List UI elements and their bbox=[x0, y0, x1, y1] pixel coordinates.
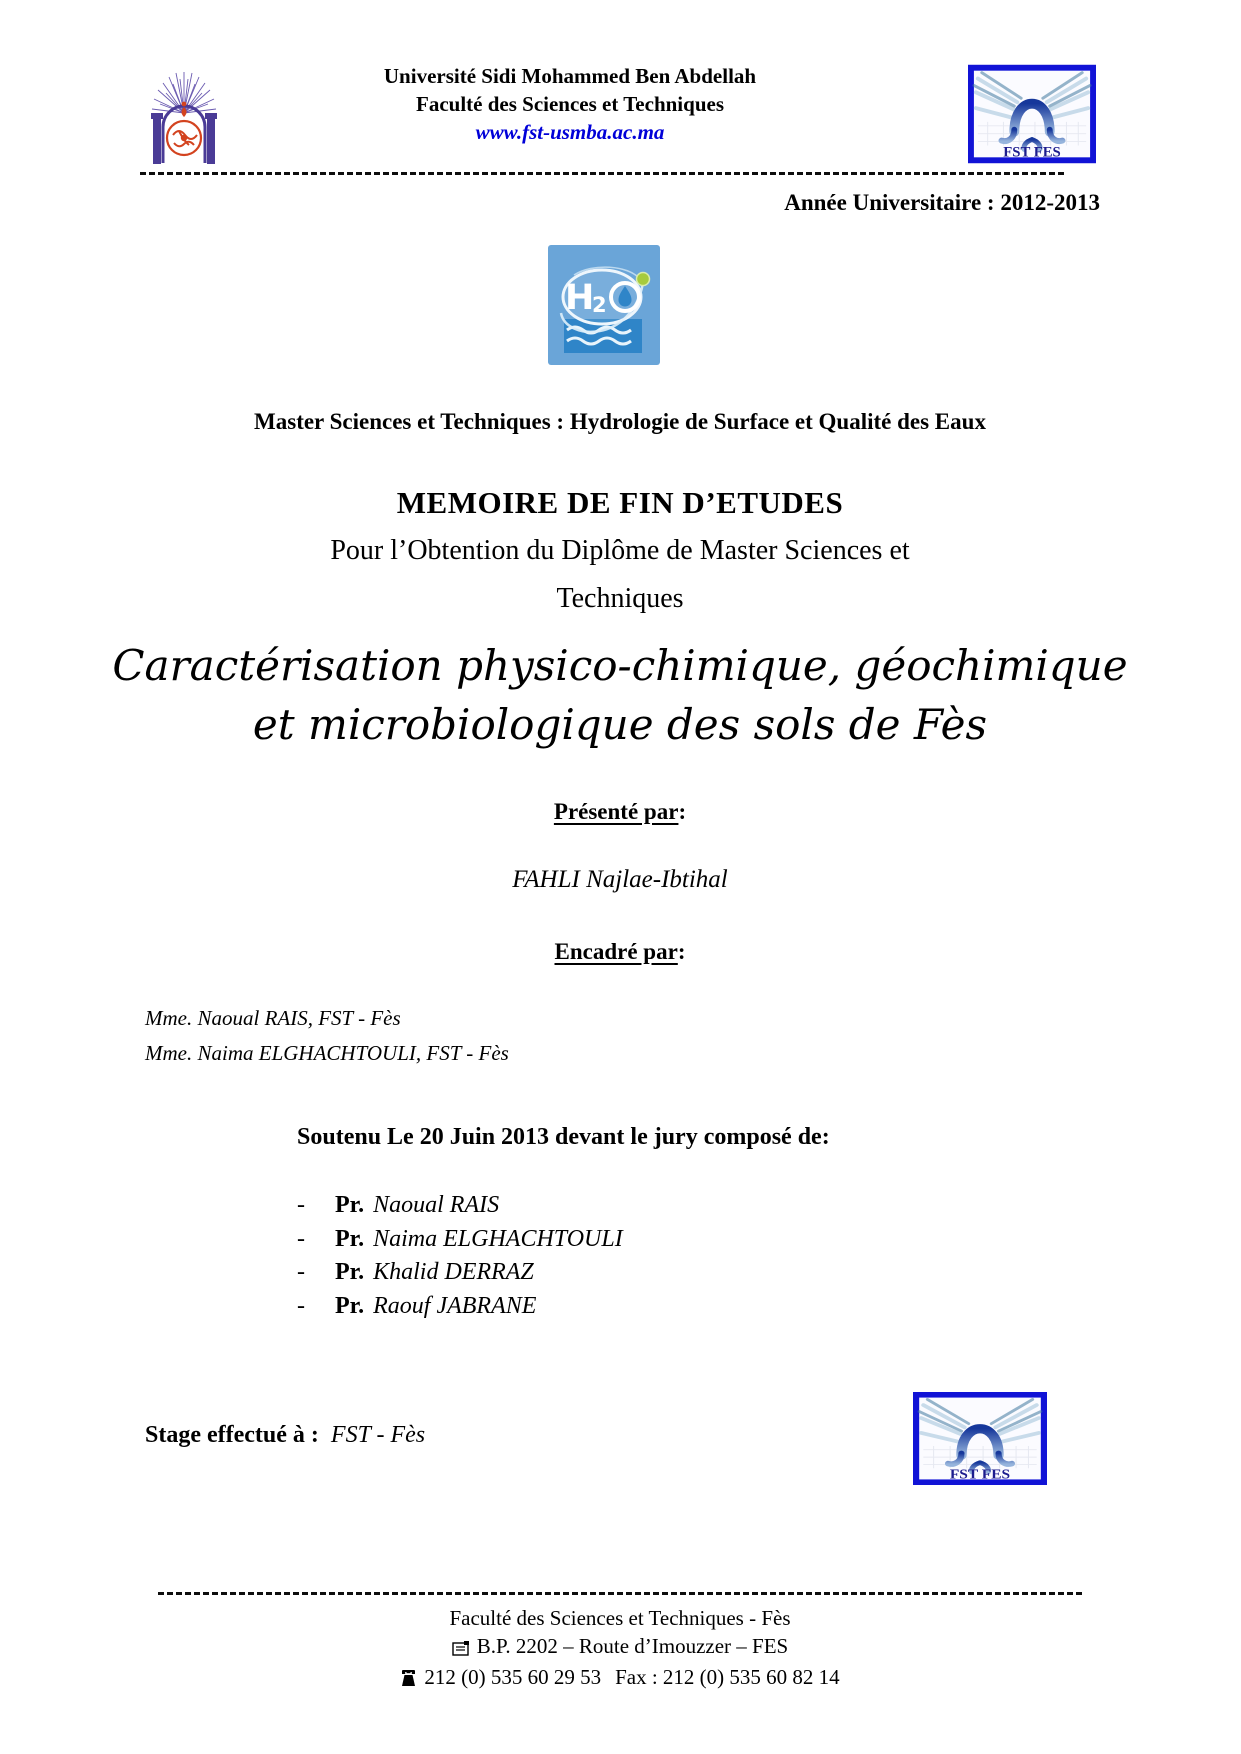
university-emblem-logo bbox=[147, 71, 221, 176]
jury-row bbox=[297, 1259, 623, 1293]
author-name: FAHLI Najlae-Ibtihal bbox=[512, 866, 728, 893]
supervisor-item: Mme. Naoual RAIS, FST - Fès bbox=[145, 1006, 401, 1030]
jury-bullet-dash: - bbox=[297, 1292, 305, 1319]
presented-by-colon: : bbox=[678, 799, 687, 824]
jury-row bbox=[297, 1293, 623, 1327]
document-type-title: MEMOIRE DE FIN D’ETUDES bbox=[396, 485, 844, 520]
website-link[interactable]: www.fst-usmba.ac.ma bbox=[475, 120, 665, 144]
defense-intro: Soutenu Le 20 Juin 2013 devant le jury composé de: bbox=[297, 1124, 830, 1150]
footer-phone-line bbox=[70, 1663, 1170, 1694]
fst-fes-emblem-icon bbox=[913, 1392, 1047, 1485]
supervisors-list bbox=[145, 1001, 509, 1071]
supervised-by-heading bbox=[70, 939, 1170, 965]
jury-member-name: Khalid DERRAZ bbox=[373, 1259, 534, 1285]
thesis-title bbox=[70, 636, 1170, 754]
bottom-dashed-divider bbox=[158, 1592, 1084, 1595]
supervised-by-label: Encadré par bbox=[554, 939, 678, 964]
footer-address-line bbox=[70, 1632, 1170, 1663]
university-name: Université Sidi Mohammed Ben Abdellah bbox=[383, 64, 757, 88]
supervisor-item: Mme. Naima ELGHACHTOULI, FST - Fès bbox=[145, 1041, 509, 1065]
fst-fes-label: FST FES bbox=[949, 1467, 1011, 1483]
phone-icon bbox=[400, 1666, 417, 1694]
fst-fes-logo-bottom bbox=[913, 1392, 1047, 1490]
header-block bbox=[300, 62, 840, 146]
purpose-text bbox=[70, 527, 1170, 623]
jury-member-title: Pr. bbox=[335, 1192, 365, 1218]
purpose-line-1: Pour l’Obtention du Diplôme de Master Sciences et bbox=[330, 535, 910, 566]
jury-member-title: Pr. bbox=[335, 1225, 365, 1252]
academic-year: Année Universitaire : 2012-2013 bbox=[784, 190, 1100, 215]
internship-label: Stage effectué à : bbox=[145, 1422, 319, 1448]
jury-member-name: Naima ELGHACHTOULI bbox=[373, 1225, 623, 1252]
jury-row bbox=[297, 1192, 623, 1226]
jury-member-title: Pr. bbox=[335, 1259, 365, 1285]
jury-row bbox=[297, 1226, 623, 1260]
footer-address: B.P. 2202 – Route d’Imouzzer – FES bbox=[476, 1634, 789, 1658]
presented-by-label: Présenté par bbox=[553, 799, 679, 824]
program-title: Master Sciences et Techniques : Hydrologie de Surface et Qualité des Eaux bbox=[254, 409, 986, 434]
fst-fes-emblem-icon bbox=[968, 64, 1096, 164]
footer-fax: Fax : 212 (0) 535 60 82 14 bbox=[615, 1665, 840, 1689]
thesis-title-line-2: et microbiologique des sols de Fès bbox=[252, 700, 988, 749]
top-dashed-divider bbox=[140, 172, 1064, 175]
jury-bullet-dash: - bbox=[297, 1225, 305, 1252]
jury-bullet-dash: - bbox=[297, 1259, 305, 1285]
h2o-letter-2: 2 bbox=[592, 293, 607, 317]
fst-fes-label: FST FES bbox=[1003, 144, 1061, 161]
jury-member-name: Raouf JABRANE bbox=[373, 1292, 537, 1319]
purpose-line-2: Techniques bbox=[556, 583, 684, 614]
thesis-title-line-1: Caractérisation physico-chimique, géochimique bbox=[112, 641, 1128, 690]
fst-fes-logo-top bbox=[968, 64, 1096, 169]
jury-member-name: Naoual RAIS bbox=[373, 1192, 500, 1218]
footer-phone: 212 (0) 535 60 29 53 bbox=[424, 1665, 602, 1689]
footer-faculty-line: Faculté des Sciences et Techniques - Fès bbox=[449, 1606, 791, 1630]
h2o-master-logo bbox=[548, 245, 660, 370]
jury-member-title: Pr. bbox=[335, 1292, 365, 1319]
faculty-name: Faculté des Sciences et Techniques bbox=[416, 92, 724, 116]
footer-block bbox=[70, 1604, 1170, 1694]
h2o-letter-h: H bbox=[565, 278, 595, 318]
presented-by-heading bbox=[70, 799, 1170, 825]
jury-list bbox=[297, 1192, 623, 1326]
internship-location: FST - Fès bbox=[330, 1422, 426, 1448]
mail-icon bbox=[452, 1635, 470, 1663]
internship-line bbox=[145, 1422, 425, 1449]
jury-bullet-dash: - bbox=[297, 1192, 305, 1218]
university-arch-icon bbox=[147, 71, 221, 171]
supervised-by-colon: : bbox=[677, 939, 686, 964]
